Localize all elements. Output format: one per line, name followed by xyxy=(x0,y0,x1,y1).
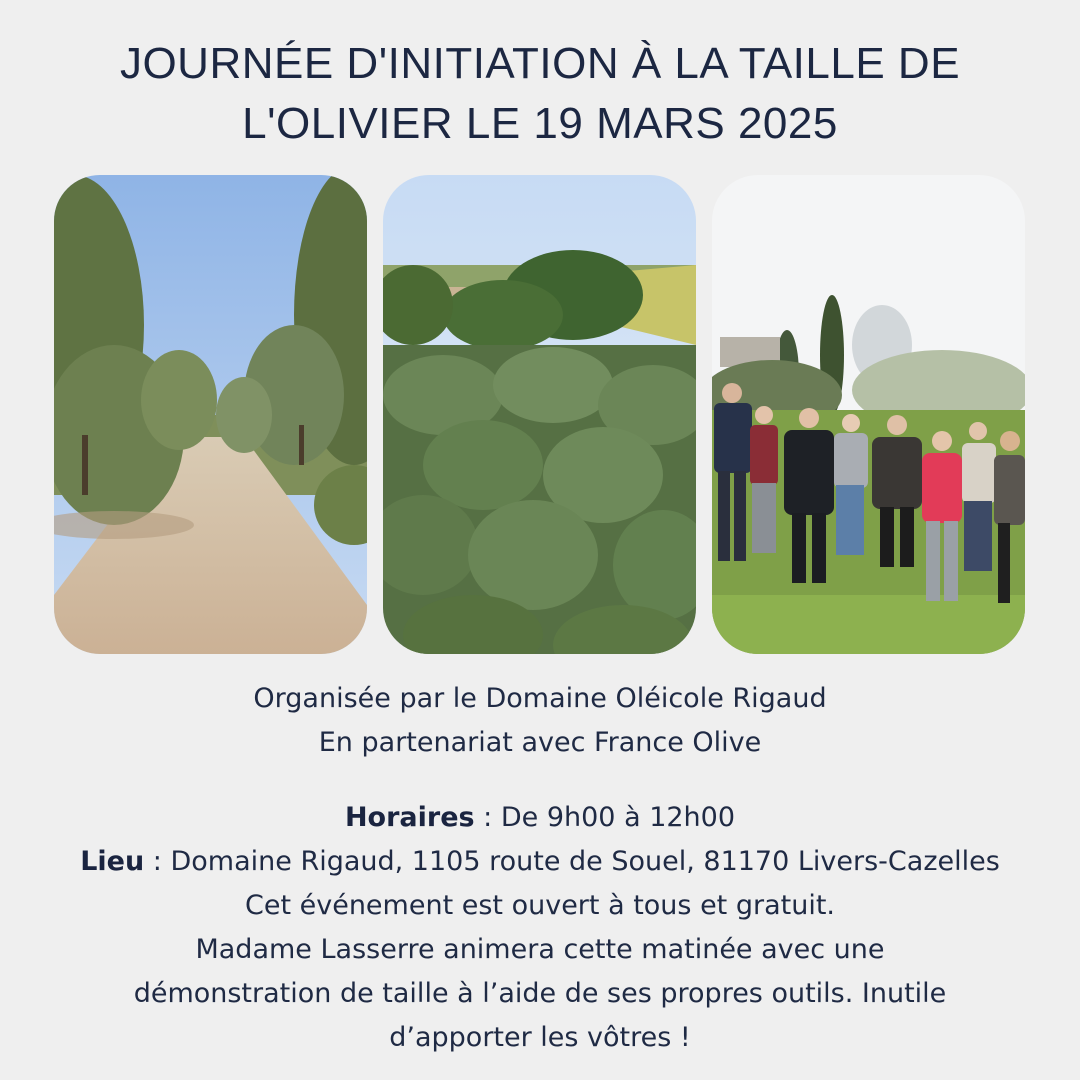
partner-line: En partenariat avec France Olive xyxy=(318,727,762,758)
place-value: : Domaine Rigaud, 1105 route de Souel, 81170 Livers-Cazelles xyxy=(144,846,1000,877)
host-text-line-1: Madame Lasserre animera cette matinée avec une xyxy=(195,934,885,965)
hours-value: : De 9h00 à 12h00 xyxy=(474,802,736,833)
place-row xyxy=(0,840,1080,884)
hours-label: Horaires xyxy=(344,802,475,833)
title-line-2: L'OLIVIER LE 19 MARS 2025 xyxy=(242,99,838,148)
group-visit-photo xyxy=(712,175,1025,654)
olive-grove-path-photo xyxy=(54,175,367,654)
olive-orchard-hillside-photo xyxy=(383,175,696,654)
organizer-block xyxy=(0,677,1080,765)
place-label: Lieu xyxy=(80,846,145,877)
host-text-line-3: d’apporter les vôtres ! xyxy=(389,1022,691,1053)
host-text-line-2: démonstration de taille à l’aide de ses propres outils. Inutile xyxy=(133,978,947,1009)
page-title xyxy=(0,34,1080,154)
hours-row xyxy=(0,796,1080,840)
title-line-1: JOURNÉE D'INITIATION À LA TAILLE DE xyxy=(119,39,961,88)
free-entry-text: Cet événement est ouvert à tous et gratuit. xyxy=(244,890,836,921)
organizer-line: Organisée par le Domaine Oléicole Rigaud xyxy=(253,683,827,714)
event-details xyxy=(0,796,1080,1060)
